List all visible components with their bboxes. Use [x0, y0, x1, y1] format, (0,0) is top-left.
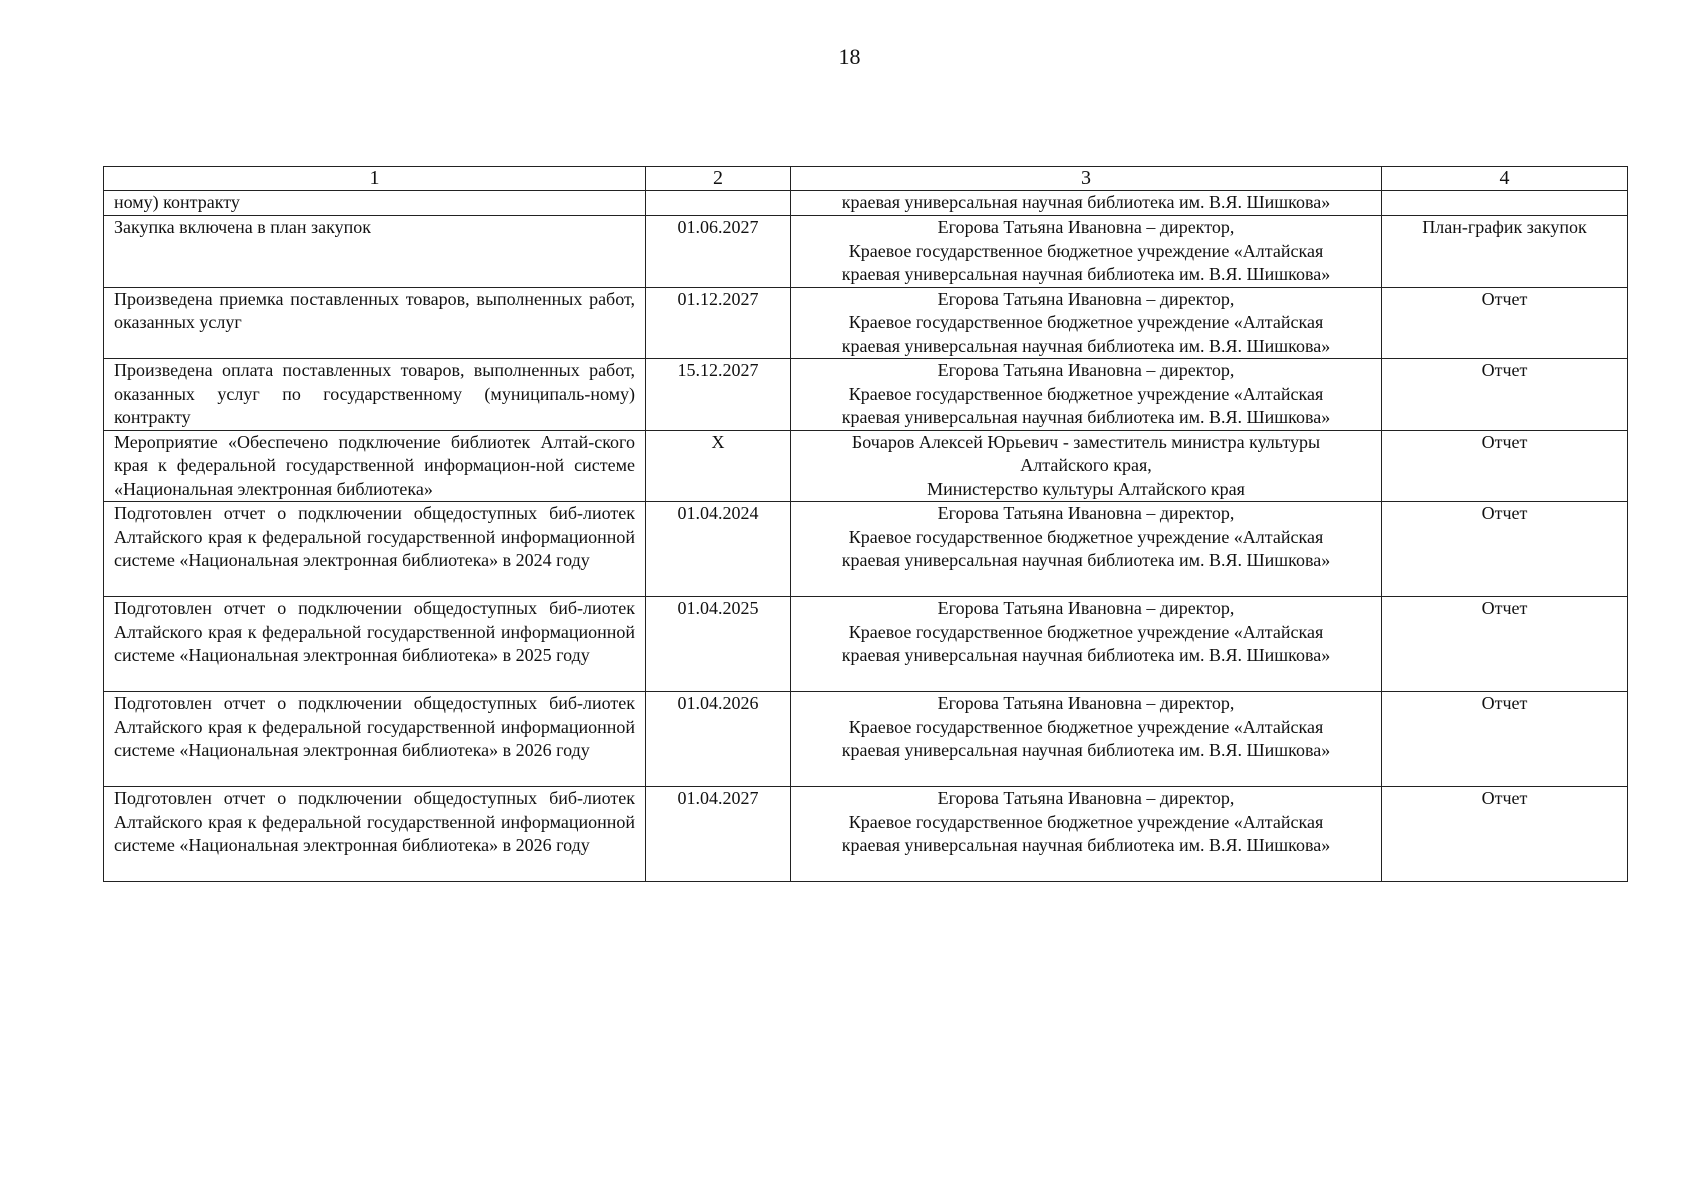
document-type: Отчет: [1382, 597, 1628, 692]
responsible-person: [791, 216, 1382, 288]
responsible-person: [791, 597, 1382, 692]
responsible-person: [791, 787, 1382, 882]
table-row: [104, 191, 1628, 216]
task-description: Подготовлен отчет о подключении общедоступных биб-лиотек Алтайского края к федеральной государственной информационной системе «Национальная электронная библиотека» в 2024 году: [104, 502, 646, 597]
responsible-line: краевая универсальная научная библиотека им. В.Я. Шишкова»: [841, 550, 1331, 570]
responsible-line: Краевое государственное бюджетное учреждение «Алтайская: [848, 716, 1324, 737]
task-description: Подготовлен отчет о подключении общедоступных биб-лиотек Алтайского края к федеральной государственной информационной системе «Национальная электронная библиотека» в 2025 году: [104, 597, 646, 692]
responsible-line: Краевое государственное бюджетное учреждение «Алтайская: [848, 811, 1324, 832]
document-type: Отчет: [1382, 287, 1628, 359]
responsible-line: краевая универсальная научная библиотека им. В.Я. Шишкова»: [841, 335, 1331, 356]
table-row: [104, 216, 1628, 288]
responsible-person: [791, 430, 1382, 502]
responsible-line: Егорова Татьяна Ивановна – директор,: [937, 503, 1235, 523]
responsible-line: Алтайского края,: [1020, 455, 1152, 475]
deadline-date: 01.12.2027: [646, 287, 791, 359]
responsible-line: Егорова Татьяна Ивановна – директор,: [937, 360, 1235, 380]
responsible-line: Краевое государственное бюджетное учреждение «Алтайская: [848, 621, 1324, 642]
deadline-date: 15.12.2027: [646, 359, 791, 431]
task-description: Закупка включена в план закупок: [104, 216, 646, 288]
responsible-person: [791, 692, 1382, 787]
responsible-line: Егорова Татьяна Ивановна – директор,: [937, 788, 1235, 808]
responsible-person: [791, 359, 1382, 431]
document-type: Отчет: [1382, 787, 1628, 882]
responsible-person: [791, 502, 1382, 597]
column-header-2: 2: [646, 167, 791, 191]
responsible-line: краевая универсальная научная библиотека им. В.Я. Шишкова»: [841, 192, 1331, 212]
document-type: Отчет: [1382, 359, 1628, 431]
document-type: План-график закупок: [1382, 216, 1628, 288]
task-description: ному) контракту: [104, 191, 646, 216]
page-number: 18: [838, 44, 861, 69]
document-type: [1382, 191, 1628, 216]
responsible-line: Егорова Татьяна Ивановна – директор,: [937, 598, 1235, 618]
responsible-line: Краевое государственное бюджетное учреждение «Алтайская: [848, 240, 1324, 261]
column-header-1: 1: [104, 167, 646, 191]
table-row: [104, 287, 1628, 359]
deadline-date: 01.04.2025: [646, 597, 791, 692]
deadline-date: 01.06.2027: [646, 216, 791, 288]
deadline-date: 01.04.2027: [646, 787, 791, 882]
deadline-date: Х: [646, 430, 791, 502]
task-description: Произведена приемка поставленных товаров, выполненных работ, оказанных услуг: [104, 287, 646, 359]
responsible-line: Министерство культуры Алтайского края: [927, 478, 1245, 499]
task-description: Подготовлен отчет о подключении общедоступных биб-лиотек Алтайского края к федеральной государственной информационной системе «Национальная электронная библиотека» в 2026 году: [104, 692, 646, 787]
table-row: [104, 430, 1628, 502]
responsible-person: [791, 191, 1382, 216]
responsible-line: краевая универсальная научная библиотека им. В.Я. Шишкова»: [841, 407, 1331, 427]
responsible-line: краевая универсальная научная библиотека им. В.Я. Шишкова»: [841, 264, 1331, 284]
responsible-line: Краевое государственное бюджетное учреждение «Алтайская: [848, 526, 1324, 547]
column-header-3: 3: [791, 167, 1382, 191]
responsible-line: Краевое государственное бюджетное учреждение «Алтайская: [848, 312, 1324, 332]
table-row: [104, 502, 1628, 597]
plan-table: [103, 166, 1628, 882]
column-header-4: 4: [1382, 167, 1628, 191]
responsible-line: краевая универсальная научная библиотека им. В.Я. Шишкова»: [841, 645, 1331, 665]
responsible-line: Егорова Татьяна Ивановна – директор,: [937, 693, 1235, 713]
deadline-date: [646, 191, 791, 216]
responsible-person: [791, 287, 1382, 359]
header-row: [104, 167, 1628, 191]
responsible-line: Егорова Татьяна Ивановна – директор,: [937, 217, 1235, 237]
responsible-line: краевая универсальная научная библиотека им. В.Я. Шишкова»: [841, 835, 1331, 855]
table-row: [104, 597, 1628, 692]
deadline-date: 01.04.2024: [646, 502, 791, 597]
document-type: Отчет: [1382, 692, 1628, 787]
document-type: Отчет: [1382, 502, 1628, 597]
table-row: [104, 359, 1628, 431]
document-type: Отчет: [1382, 430, 1628, 502]
table-row: [104, 787, 1628, 882]
responsible-line: Бочаров Алексей Юрьевич - заместитель министра культуры: [851, 431, 1321, 452]
table-body: [104, 191, 1628, 882]
responsible-line: краевая универсальная научная библиотека им. В.Я. Шишкова»: [841, 740, 1331, 760]
responsible-line: Егорова Татьяна Ивановна – директор,: [937, 288, 1235, 309]
task-description: Произведена оплата поставленных товаров, выполненных работ, оказанных услуг по государственному (муниципаль-ному) контракту: [104, 359, 646, 431]
task-description: Подготовлен отчет о подключении общедоступных биб-лиотек Алтайского края к федеральной государственной информационной системе «Национальная электронная библиотека» в 2026 году: [104, 787, 646, 882]
deadline-date: 01.04.2026: [646, 692, 791, 787]
task-description: Мероприятие «Обеспечено подключение библиотек Алтай-ского края к федеральной государственной информацион-ной системе «Национальная электронная библиотека»: [104, 430, 646, 502]
table-row: [104, 692, 1628, 787]
responsible-line: Краевое государственное бюджетное учреждение «Алтайская: [848, 383, 1324, 404]
